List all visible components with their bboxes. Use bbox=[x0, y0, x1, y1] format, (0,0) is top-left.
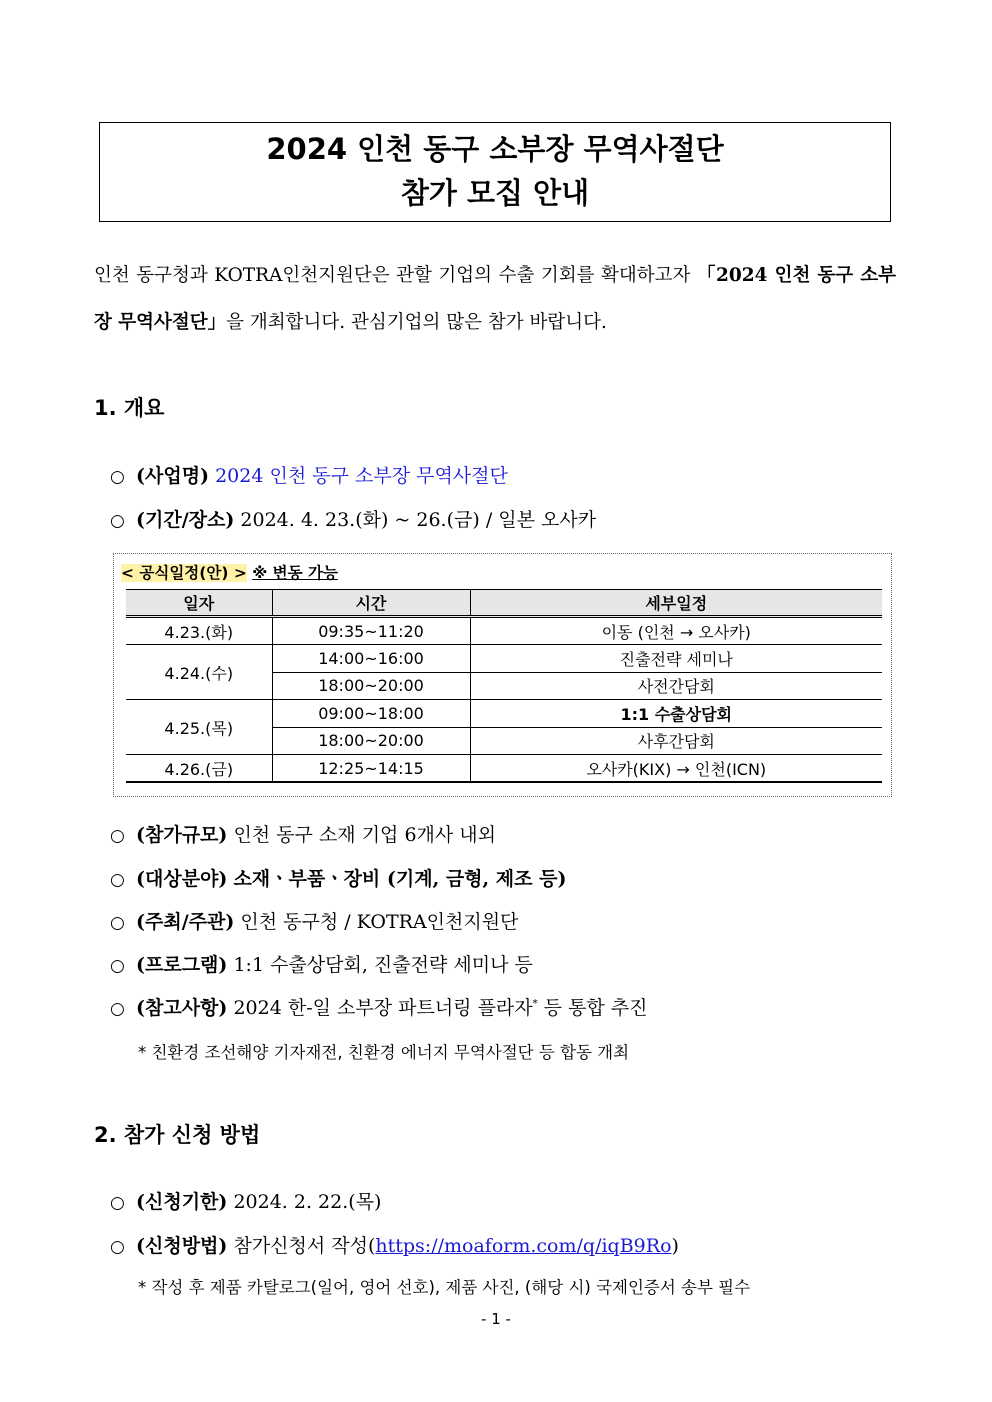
cell-detail: 진출전략 세미나 bbox=[470, 645, 882, 672]
document-title-box bbox=[99, 122, 891, 222]
overview-item-scale bbox=[110, 820, 496, 847]
cell-time: 09:00~18:00 bbox=[272, 700, 470, 727]
cell-detail: 1:1 수출상담회 bbox=[470, 700, 882, 727]
title-line-1: 2024 인천 동구 소부장 무역사절단 bbox=[266, 132, 724, 166]
bullet-icon: ○ bbox=[110, 956, 125, 976]
reference-footnote: * 친환경 조선해양 기자재전, 친환경 에너지 무역사절단 등 합동 개최 bbox=[138, 1043, 630, 1062]
cell-detail: 사전간담회 bbox=[470, 672, 882, 699]
item-value-before: 참가신청서 작성( bbox=[233, 1235, 376, 1257]
item-value-before: 2024 한-일 소부장 파트너링 플라자 bbox=[233, 997, 533, 1019]
intro-event-name: 「2024 인천 동구 소부장 무역사절단」 bbox=[94, 265, 897, 333]
schedule-table bbox=[126, 589, 882, 783]
overview-item-host bbox=[110, 907, 518, 934]
item-label: (프로그램) bbox=[136, 954, 228, 976]
item-value: 2024 인천 동구 소부장 무역사절단 bbox=[215, 465, 508, 487]
item-label: (신청기한) bbox=[136, 1191, 228, 1213]
schedule-caption-note: ※ 변동 가능 bbox=[252, 564, 338, 582]
schedule-caption bbox=[121, 561, 338, 583]
item-value: 2024. 4. 23.(화) ~ 26.(금) / 일본 오사카 bbox=[240, 509, 597, 531]
table-row bbox=[126, 700, 882, 727]
footnote-marker: * bbox=[532, 998, 538, 1010]
header-detail: 세부일정 bbox=[470, 590, 882, 617]
cell-date: 4.25.(목) bbox=[126, 700, 272, 755]
item-value: 인천 동구청 / KOTRA인천지원단 bbox=[240, 911, 519, 933]
item-value: 1:1 수출상담회, 진출전략 세미나 등 bbox=[233, 954, 533, 976]
overview-item-program bbox=[110, 950, 533, 977]
cell-time: 14:00~16:00 bbox=[272, 645, 470, 672]
item-label: (참가규모) bbox=[136, 824, 228, 846]
cell-time: 18:00~20:00 bbox=[272, 672, 470, 699]
item-label: (참고사항) bbox=[136, 997, 228, 1019]
item-label: (사업명) bbox=[136, 465, 210, 487]
cell-date: 4.26.(금) bbox=[126, 754, 272, 782]
cell-detail: 이동 (인천 → 오사카) bbox=[470, 617, 882, 645]
item-value: 2024. 2. 22.(목) bbox=[233, 1191, 382, 1213]
intro-text-after: 을 개최합니다. 관심기업의 많은 참가 바랍니다. bbox=[226, 312, 607, 333]
table-row bbox=[126, 645, 882, 672]
cell-time: 12:25~14:15 bbox=[272, 754, 470, 782]
item-label: (주최/주관) bbox=[136, 911, 235, 933]
item-value: 인천 동구 소재 기업 6개사 내외 bbox=[233, 824, 496, 846]
cell-detail: 오사카(KIX) → 인천(ICN) bbox=[470, 754, 882, 782]
bullet-icon: ○ bbox=[110, 511, 125, 531]
schedule-header-row bbox=[126, 590, 882, 617]
overview-item-period-place bbox=[110, 505, 596, 532]
bullet-icon: ○ bbox=[110, 1193, 125, 1213]
cell-date: 4.24.(수) bbox=[126, 645, 272, 700]
overview-item-reference bbox=[110, 993, 648, 1020]
item-label: (신청방법) bbox=[136, 1235, 228, 1257]
apply-item-method bbox=[110, 1231, 679, 1258]
schedule-caption-main: < 공식일정(안) > bbox=[121, 564, 247, 582]
cell-date: 4.23.(화) bbox=[126, 617, 272, 645]
apply-item-deadline bbox=[110, 1187, 381, 1214]
intro-text-before: 인천 동구청과 KOTRA인천지원단은 관할 기업의 수출 기회를 확대하고자 bbox=[94, 265, 697, 286]
bullet-icon: ○ bbox=[110, 826, 125, 846]
cell-time: 18:00~20:00 bbox=[272, 727, 470, 754]
header-date: 일자 bbox=[126, 590, 272, 617]
intro-paragraph bbox=[94, 252, 896, 346]
bullet-icon: ○ bbox=[110, 1237, 125, 1257]
item-label: (기간/장소) bbox=[136, 509, 235, 531]
table-row bbox=[126, 754, 882, 782]
header-time: 시간 bbox=[272, 590, 470, 617]
item-value-after: ) bbox=[671, 1235, 679, 1257]
page-number: - 1 - bbox=[481, 1310, 511, 1328]
apply-footnote: * 작성 후 제품 카탈로그(일어, 영어 선호), 제품 사진, (해당 시) 국제인증서 송부 필수 bbox=[138, 1278, 751, 1297]
overview-item-field bbox=[110, 864, 566, 891]
bullet-icon: ○ bbox=[110, 870, 125, 890]
table-row bbox=[126, 617, 882, 645]
title-line-2: 참가 모집 안내 bbox=[400, 176, 590, 210]
bullet-icon: ○ bbox=[110, 913, 125, 933]
cell-detail: 사후간담회 bbox=[470, 727, 882, 754]
section2-heading: 2. 참가 신청 방법 bbox=[94, 1123, 261, 1147]
overview-item-project-name bbox=[110, 461, 508, 488]
bullet-icon: ○ bbox=[110, 999, 125, 1019]
section1-heading: 1. 개요 bbox=[94, 396, 165, 420]
cell-time: 09:35~11:20 bbox=[272, 617, 470, 645]
item-value: 소재ㆍ부품ㆍ장비 (기계, 금형, 제조 등) bbox=[233, 868, 567, 890]
application-form-link[interactable]: https://moaform.com/q/iqB9Ro bbox=[375, 1235, 672, 1257]
item-label: (대상분야) bbox=[136, 868, 228, 890]
item-value-after: 등 통합 추진 bbox=[537, 997, 648, 1019]
bullet-icon: ○ bbox=[110, 467, 125, 487]
